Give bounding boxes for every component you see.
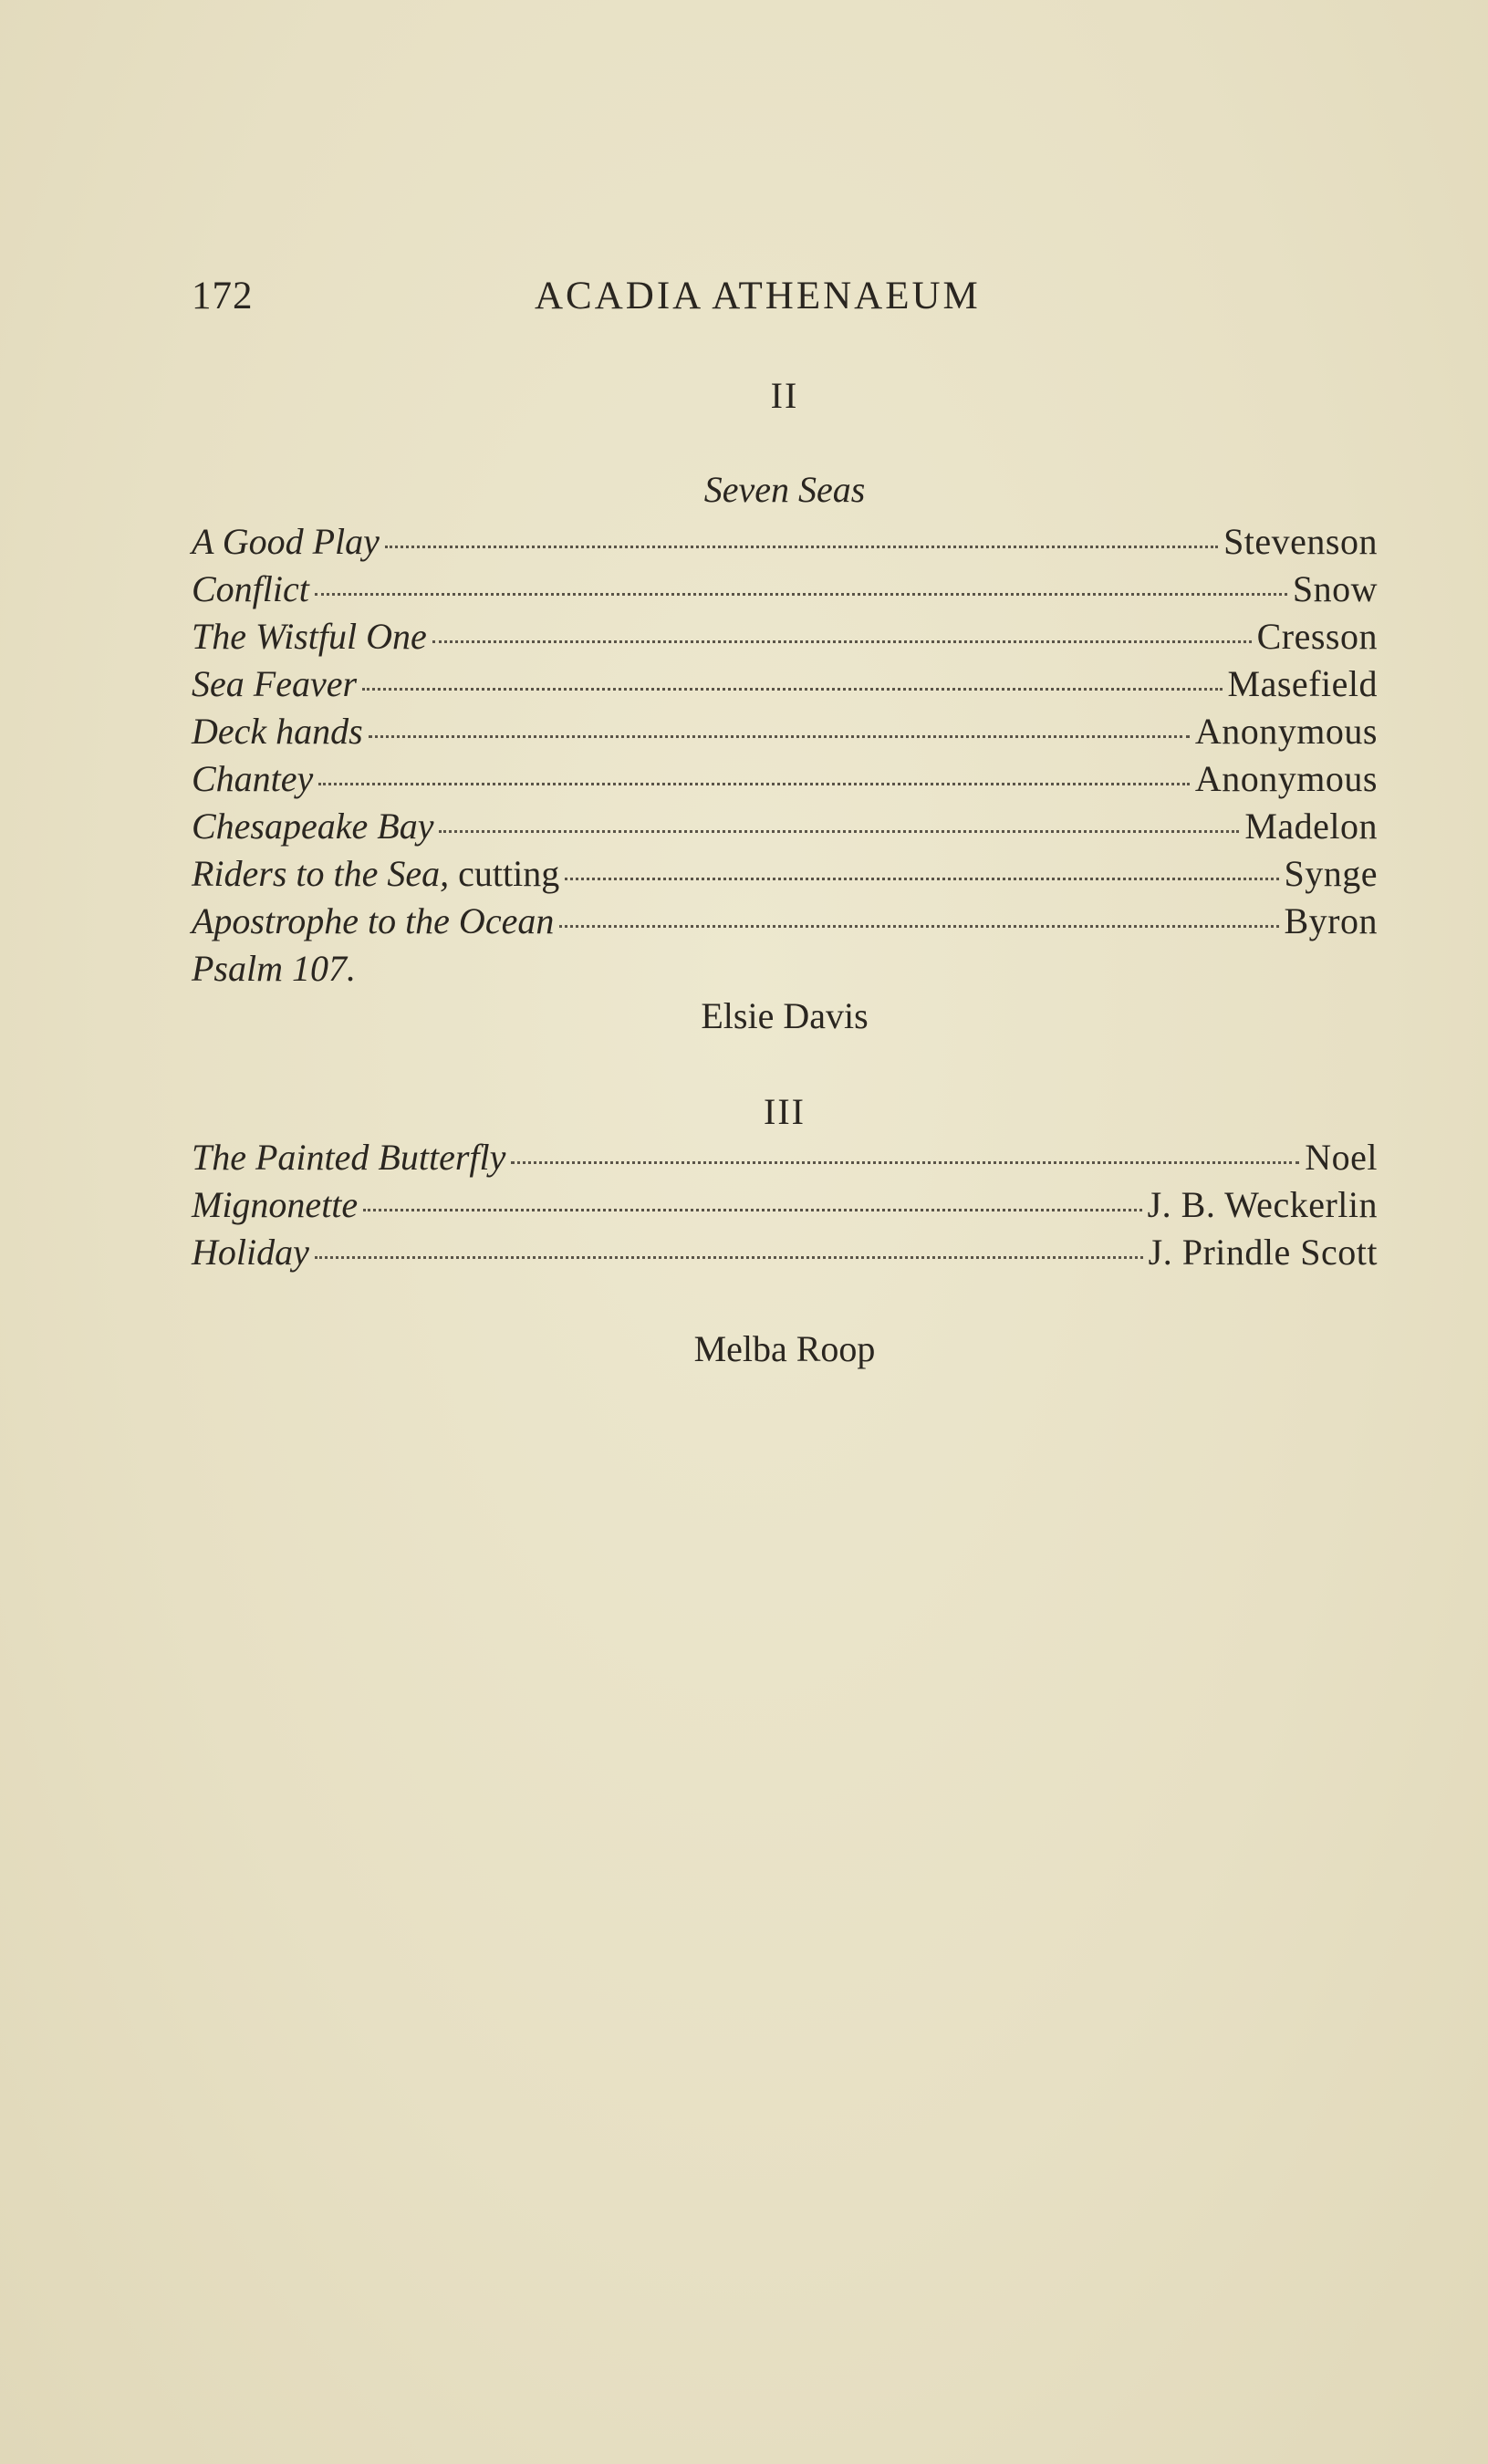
entry-title: A Good Play bbox=[192, 521, 380, 562]
entry-author: Madelon bbox=[1244, 806, 1378, 847]
section-heading-ii: II bbox=[770, 375, 799, 416]
section-heading-iii: III bbox=[764, 1091, 806, 1132]
entry-title: Conflict bbox=[192, 568, 309, 609]
entry-title: The Wistful One bbox=[192, 616, 427, 657]
program-entry bbox=[192, 850, 1378, 898]
dot-leader bbox=[315, 593, 1287, 596]
entry-title: The Painted Butterfly bbox=[192, 1137, 506, 1178]
program-entry bbox=[192, 518, 1378, 566]
dot-leader bbox=[559, 925, 1278, 928]
dot-leader bbox=[363, 1209, 1141, 1211]
entry-title: Chesapeake Bay bbox=[192, 806, 434, 847]
entry-author: Snow bbox=[1292, 568, 1378, 609]
dot-leader bbox=[511, 1161, 1299, 1164]
entry-title: Riders to the Sea, bbox=[192, 853, 450, 894]
performer-credit: Elsie Davis bbox=[701, 995, 869, 1036]
dot-leader bbox=[385, 546, 1218, 548]
entry-author: J. B. Weckerlin bbox=[1147, 1184, 1378, 1225]
dot-leader bbox=[439, 830, 1239, 833]
program-entry bbox=[192, 660, 1378, 708]
program-entry bbox=[192, 898, 1378, 945]
program-entry bbox=[192, 1181, 1378, 1229]
dot-leader bbox=[432, 640, 1252, 643]
running-title: ACADIA ATHENAEUM bbox=[535, 275, 981, 317]
program-entry bbox=[192, 1229, 1378, 1276]
entry-title: Deck hands bbox=[192, 711, 363, 752]
program-entry bbox=[192, 708, 1378, 755]
entry-title: Chantey bbox=[192, 758, 314, 799]
entry-author: Synge bbox=[1284, 853, 1378, 894]
program-list-ii bbox=[192, 518, 1378, 993]
performer-credit: Melba Roop bbox=[693, 1328, 876, 1369]
entry-author: Cresson bbox=[1256, 616, 1378, 657]
entry-author: Stevenson bbox=[1223, 521, 1378, 562]
program-entry bbox=[192, 945, 1378, 993]
entry-title: Holiday bbox=[192, 1232, 309, 1273]
program-entry bbox=[192, 755, 1378, 803]
entry-author: Byron bbox=[1284, 900, 1378, 941]
entry-title: Sea Feaver bbox=[192, 663, 358, 704]
program-entry bbox=[192, 1134, 1378, 1181]
page-header bbox=[192, 274, 1378, 328]
dot-leader bbox=[318, 783, 1190, 785]
entry-author: Anonymous bbox=[1194, 758, 1378, 799]
program-list-iii bbox=[192, 1134, 1378, 1276]
section-subheading: Seven Seas bbox=[703, 469, 866, 510]
entry-author: J. Prindle Scott bbox=[1148, 1232, 1378, 1273]
page-number: 172 bbox=[192, 275, 254, 317]
entry-title-note: cutting bbox=[449, 853, 560, 894]
program-entry bbox=[192, 566, 1378, 613]
entry-title: Psalm 107. bbox=[192, 948, 356, 989]
entry-author: Anonymous bbox=[1194, 711, 1378, 752]
dot-leader bbox=[362, 688, 1223, 691]
entry-title: Apostrophe to the Ocean bbox=[192, 900, 555, 941]
program-entry bbox=[192, 803, 1378, 850]
entry-title: Mignonette bbox=[192, 1184, 359, 1225]
program-entry bbox=[192, 613, 1378, 660]
dot-leader bbox=[565, 878, 1278, 880]
dot-leader bbox=[369, 735, 1190, 738]
entry-author: Noel bbox=[1305, 1137, 1378, 1178]
entry-author: Masefield bbox=[1227, 663, 1378, 704]
dot-leader bbox=[315, 1256, 1143, 1259]
